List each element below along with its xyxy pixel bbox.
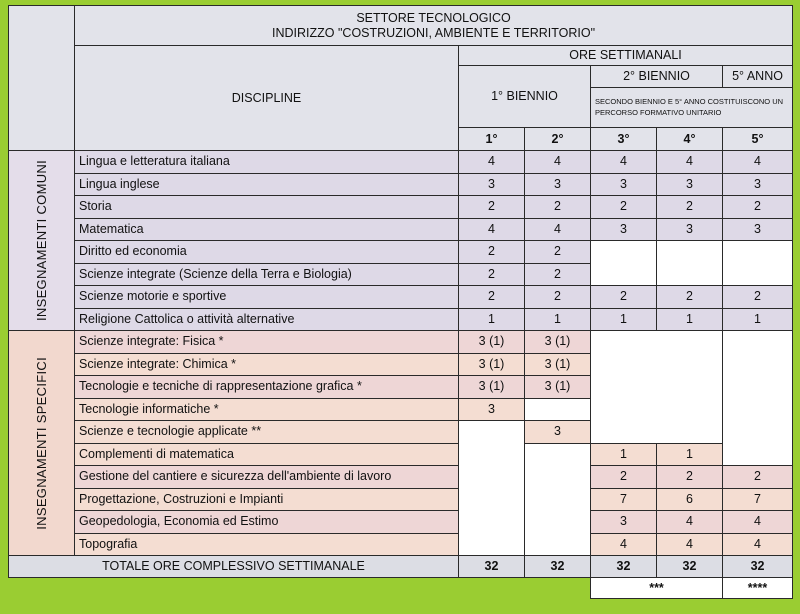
year-header-5: 5° [723, 128, 793, 151]
subject-name: Tecnologie e tecniche di rappresentazione grafica * [75, 376, 459, 399]
footnote-marker-quinto: **** [723, 578, 793, 599]
total-value-2: 32 [525, 556, 591, 578]
hours-cell: 3 (1) [459, 353, 525, 376]
subject-row [9, 286, 793, 309]
subject-row [9, 196, 793, 219]
subject-row [9, 488, 793, 511]
hours-cell: 2 [459, 263, 525, 286]
empty-cell [723, 241, 793, 286]
total-value-1: 32 [459, 556, 525, 578]
hours-cell: 4 [657, 151, 723, 174]
hours-cell: 1 [657, 443, 723, 466]
hours-cell: 4 [723, 533, 793, 556]
hours-cell: 3 [591, 218, 657, 241]
ore-settimanali-header: ORE SETTIMANALI [459, 46, 793, 66]
footnote-row [9, 578, 793, 599]
title-line-2: INDIRIZZO "COSTRUZIONI, AMBIENTE E TERRITORIO" [272, 25, 596, 40]
page-title [75, 6, 793, 46]
hours-cell: 3 [459, 398, 525, 421]
subject-row [9, 443, 793, 466]
subject-row [9, 466, 793, 489]
subject-name: Scienze integrate: Chimica * [75, 353, 459, 376]
subject-row [9, 533, 793, 556]
hours-cell: 2 [591, 196, 657, 219]
subject-rows [9, 151, 793, 556]
subject-name: Scienze integrate: Fisica * [75, 331, 459, 354]
subject-row [9, 308, 793, 331]
hours-cell: 4 [459, 151, 525, 174]
hours-cell: 2 [459, 241, 525, 264]
subject-name: Matematica [75, 218, 459, 241]
group-label-text: INSEGNAMENTI COMUNI [33, 160, 49, 321]
year-header-1: 1° [459, 128, 525, 151]
hours-cell: 2 [723, 466, 793, 489]
subject-name: Scienze motorie e sportive [75, 286, 459, 309]
subject-name: Progettazione, Costruzioni e Impianti [75, 488, 459, 511]
subject-name: Geopedologia, Economia ed Estimo [75, 511, 459, 534]
hours-cell: 2 [459, 286, 525, 309]
hours-cell: 4 [525, 151, 591, 174]
hours-cell: 3 (1) [525, 331, 591, 354]
hours-cell: 3 [591, 173, 657, 196]
hours-cell: 2 [723, 286, 793, 309]
subject-name: Complementi di matematica [75, 443, 459, 466]
subject-row [9, 173, 793, 196]
year-header-3: 3° [591, 128, 657, 151]
group-label-text: INSEGNAMENTI SPECIFICI [33, 356, 49, 530]
hours-cell: 2 [657, 286, 723, 309]
hours-cell: 4 [591, 151, 657, 174]
total-value-4: 32 [657, 556, 723, 578]
hours-cell: 4 [723, 511, 793, 534]
hours-cell: 3 [525, 421, 591, 444]
hours-cell: 1 [459, 308, 525, 331]
empty-cell [591, 241, 657, 286]
hours-cell: 2 [525, 286, 591, 309]
total-value-5: 32 [723, 556, 793, 578]
year-header-2: 2° [525, 128, 591, 151]
hours-cell: 2 [591, 286, 657, 309]
hours-cell: 3 [723, 173, 793, 196]
subject-name: Storia [75, 196, 459, 219]
group-label-comuni [9, 151, 75, 331]
hours-cell: 7 [723, 488, 793, 511]
hours-cell: 2 [525, 196, 591, 219]
hours-cell: 1 [525, 308, 591, 331]
subject-name: Tecnologie informatiche * [75, 398, 459, 421]
secondo-biennio-header: 2° BIENNIO [591, 66, 723, 88]
hours-cell: 7 [591, 488, 657, 511]
hours-cell: 3 [657, 173, 723, 196]
hours-cell: 1 [723, 308, 793, 331]
primo-biennio-header: 1° BIENNIO [459, 66, 591, 128]
hours-cell: 1 [657, 308, 723, 331]
subject-name: Diritto ed economia [75, 241, 459, 264]
percorso-note: SECONDO BIENNIO E 5° ANNO COSTITUISCONO UN PERCORSO FORMATIVO UNITARIO [591, 88, 793, 128]
hours-cell: 3 [525, 173, 591, 196]
footnote-spacer [9, 578, 591, 599]
hours-cell: 2 [525, 263, 591, 286]
hours-cell: 3 [591, 511, 657, 534]
empty-cell [723, 331, 793, 466]
hours-cell: 1 [591, 443, 657, 466]
hours-cell: 3 (1) [459, 331, 525, 354]
title-line-1: SETTORE TECNOLOGICO [356, 10, 511, 25]
empty-cell [525, 398, 591, 421]
empty-cell [525, 443, 591, 556]
empty-cell [657, 241, 723, 286]
subject-row [9, 331, 793, 354]
total-label: TOTALE ORE COMPLESSIVO SETTIMANALE [9, 556, 459, 578]
hours-cell: 4 [459, 218, 525, 241]
hours-cell: 4 [657, 511, 723, 534]
hours-cell: 6 [657, 488, 723, 511]
hours-cell: 2 [723, 196, 793, 219]
hours-cell: 2 [657, 466, 723, 489]
hours-cell: 4 [657, 533, 723, 556]
hours-cell: 3 [459, 173, 525, 196]
group-label-specifici [9, 331, 75, 556]
header-corner [9, 6, 75, 151]
subject-row [9, 511, 793, 534]
subject-name: Religione Cattolica o attività alternative [75, 308, 459, 331]
hours-cell: 2 [591, 466, 657, 489]
hours-cell: 3 [723, 218, 793, 241]
hours-cell: 2 [657, 196, 723, 219]
hours-cell: 3 (1) [525, 353, 591, 376]
schedule-page [8, 5, 792, 608]
hours-cell: 4 [591, 533, 657, 556]
subject-name: Topografia [75, 533, 459, 556]
hours-cell: 3 [657, 218, 723, 241]
hours-cell: 3 (1) [525, 376, 591, 399]
total-row [9, 556, 793, 578]
empty-cell [459, 421, 525, 556]
subject-name: Lingua inglese [75, 173, 459, 196]
subject-name: Lingua e letteratura italiana [75, 151, 459, 174]
subject-name: Gestione del cantiere e sicurezza dell'ambiente di lavoro [75, 466, 459, 489]
year-header-4: 4° [657, 128, 723, 151]
hours-cell: 1 [591, 308, 657, 331]
subject-row [9, 241, 793, 264]
subject-row [9, 218, 793, 241]
discipline-header: DISCIPLINE [75, 46, 459, 151]
empty-cell [591, 331, 723, 444]
quinto-anno-header: 5° ANNO [723, 66, 793, 88]
hours-cell: 4 [525, 218, 591, 241]
subject-name: Scienze integrate (Scienze della Terra e Biologia) [75, 263, 459, 286]
hours-cell: 2 [459, 196, 525, 219]
subject-row [9, 151, 793, 174]
hours-cell: 3 (1) [459, 376, 525, 399]
total-value-3: 32 [591, 556, 657, 578]
schedule-table [8, 5, 793, 599]
hours-cell: 4 [723, 151, 793, 174]
hours-cell: 2 [525, 241, 591, 264]
footnote-marker-biennio: *** [591, 578, 723, 599]
subject-name: Scienze e tecnologie applicate ** [75, 421, 459, 444]
